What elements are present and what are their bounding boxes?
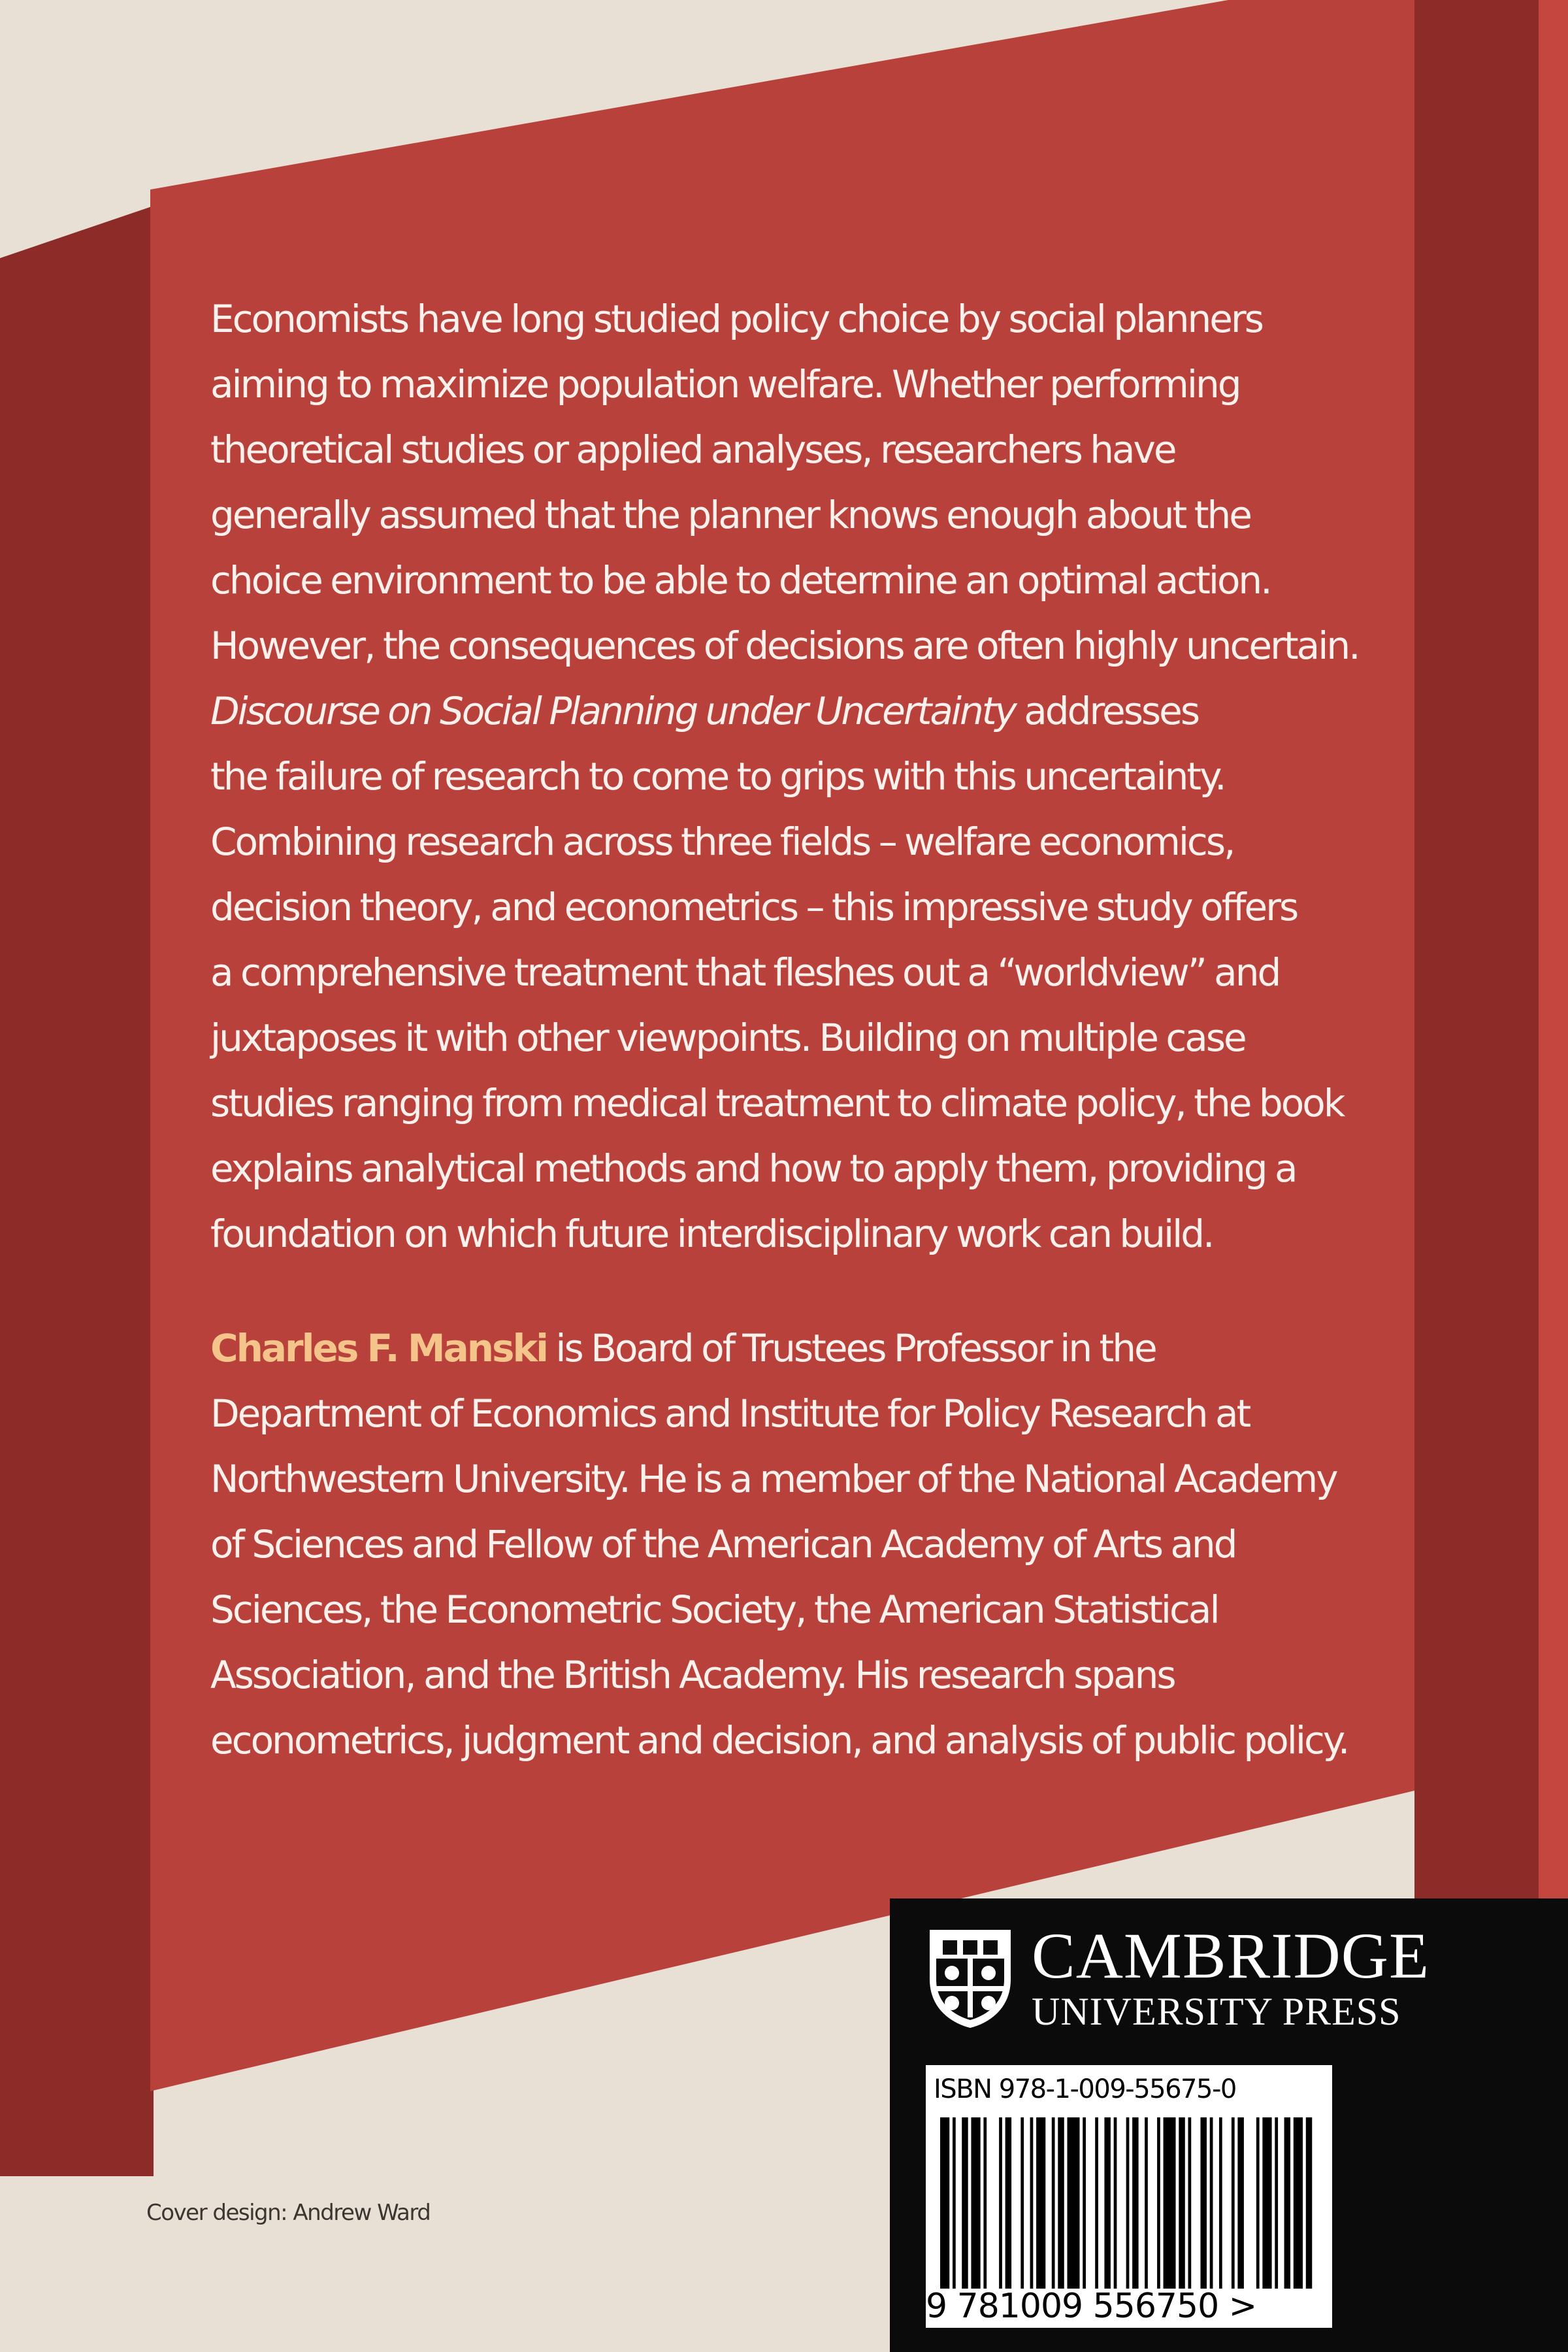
book-description [210,286,1380,1267]
barcode-bar [983,2117,987,2289]
publisher-name-line2: UNIVERSITY PRESS [1032,1990,1401,2033]
barcode-bar [971,2117,980,2289]
barcode-bar [1030,2117,1034,2289]
barcode-bar [1237,2117,1243,2289]
barcode-bar [1132,2117,1138,2289]
barcode-bar [962,2117,968,2289]
barcode-digits: 9 781009 556750 > [926,2287,1257,2326]
barcode-bar [1104,2117,1110,2289]
barcode-bar [1157,2117,1160,2289]
barcode-bar [1164,2117,1176,2289]
barcode-bar [1114,2117,1117,2289]
barcode-bar [1021,2117,1024,2289]
barcode-bar [1210,2117,1213,2289]
isbn-barcode [926,2065,1332,2328]
barcode-bar [1068,2117,1080,2289]
barcode-bar [1179,2117,1184,2289]
right-edge-stripe [1539,0,1568,2157]
barcode-bar [953,2117,956,2289]
description-lines-part1: Economists have long studied policy choice by social planners aiming to maximize population welfare. Whether performing theoretical studies or applied analyses, researchers have generally assumed that the planner knows enough about the choice environment to be able to determine an optimal action. However, the consequences of decisions are often highly uncertain. [210,297,1359,668]
author-bio [210,1316,1380,1773]
barcode-bar [1052,2117,1055,2289]
barcode-bar [1232,2117,1235,2289]
barcode-bar [1219,2117,1222,2289]
publisher-block [890,1898,1568,2352]
barcode-bar [1036,2117,1045,2289]
isbn-label: ISBN 978-1-009-55675-0 [934,2074,1236,2104]
publisher-name-line1: CAMBRIDGE [1032,1919,1430,1992]
author-name: Charles F. Manski [210,1326,547,1370]
barcode-bars [940,2117,1315,2289]
barcode-bar [1126,2117,1130,2289]
cambridge-crest-icon [926,1926,1015,2030]
barcode-bar [1294,2117,1303,2289]
barcode-bar [1005,2117,1011,2289]
cover-design-credit: Cover design: Andrew Ward [146,2200,431,2226]
barcode-bar [1058,2117,1064,2289]
barcode-bar [1095,2117,1098,2289]
barcode-bar [1275,2117,1278,2289]
barcode-bar [1256,2117,1260,2289]
left-dark-band [0,206,154,2176]
barcode-bar [1262,2117,1271,2289]
barcode-bar [1188,2117,1192,2289]
description-lines-part2: addresses the failure of research to come to grips with this uncertainty. Combining research across three fields – welfare economics, decision theory, and econometrics – this impressive study offers a comprehensive treatment that fleshes out a “worldview” and juxtaposes it with other viewpoints. Building on multiple case studies ranging from medical treatment to climate policy, the book explains analytical methods and how to apply them, providing a foundation on which future interdisciplinary work can build. [210,689,1344,1256]
barcode-bar [1083,2117,1086,2289]
book-title-italic: Discourse on Social Planning under Uncertainty [210,689,1015,733]
barcode-bar [1306,2117,1312,2289]
barcode-bar [940,2117,949,2289]
barcode-bar [1145,2117,1148,2289]
barcode-bar [1284,2117,1290,2289]
author-bio-text: is Board of Trustees Professor in the Department of Economics and Institute for Policy Research at Northwestern University. He is a member of the National Academy of Sciences and Fellow of the American Academy of Arts and Sciences, the Econometric Society, the American Statistical Association, and the British Academy. His research spans econometrics, judgment and decision, and analysis of public policy. [210,1326,1348,1763]
barcode-bar [999,2117,1002,2289]
barcode-bar [1200,2117,1206,2289]
